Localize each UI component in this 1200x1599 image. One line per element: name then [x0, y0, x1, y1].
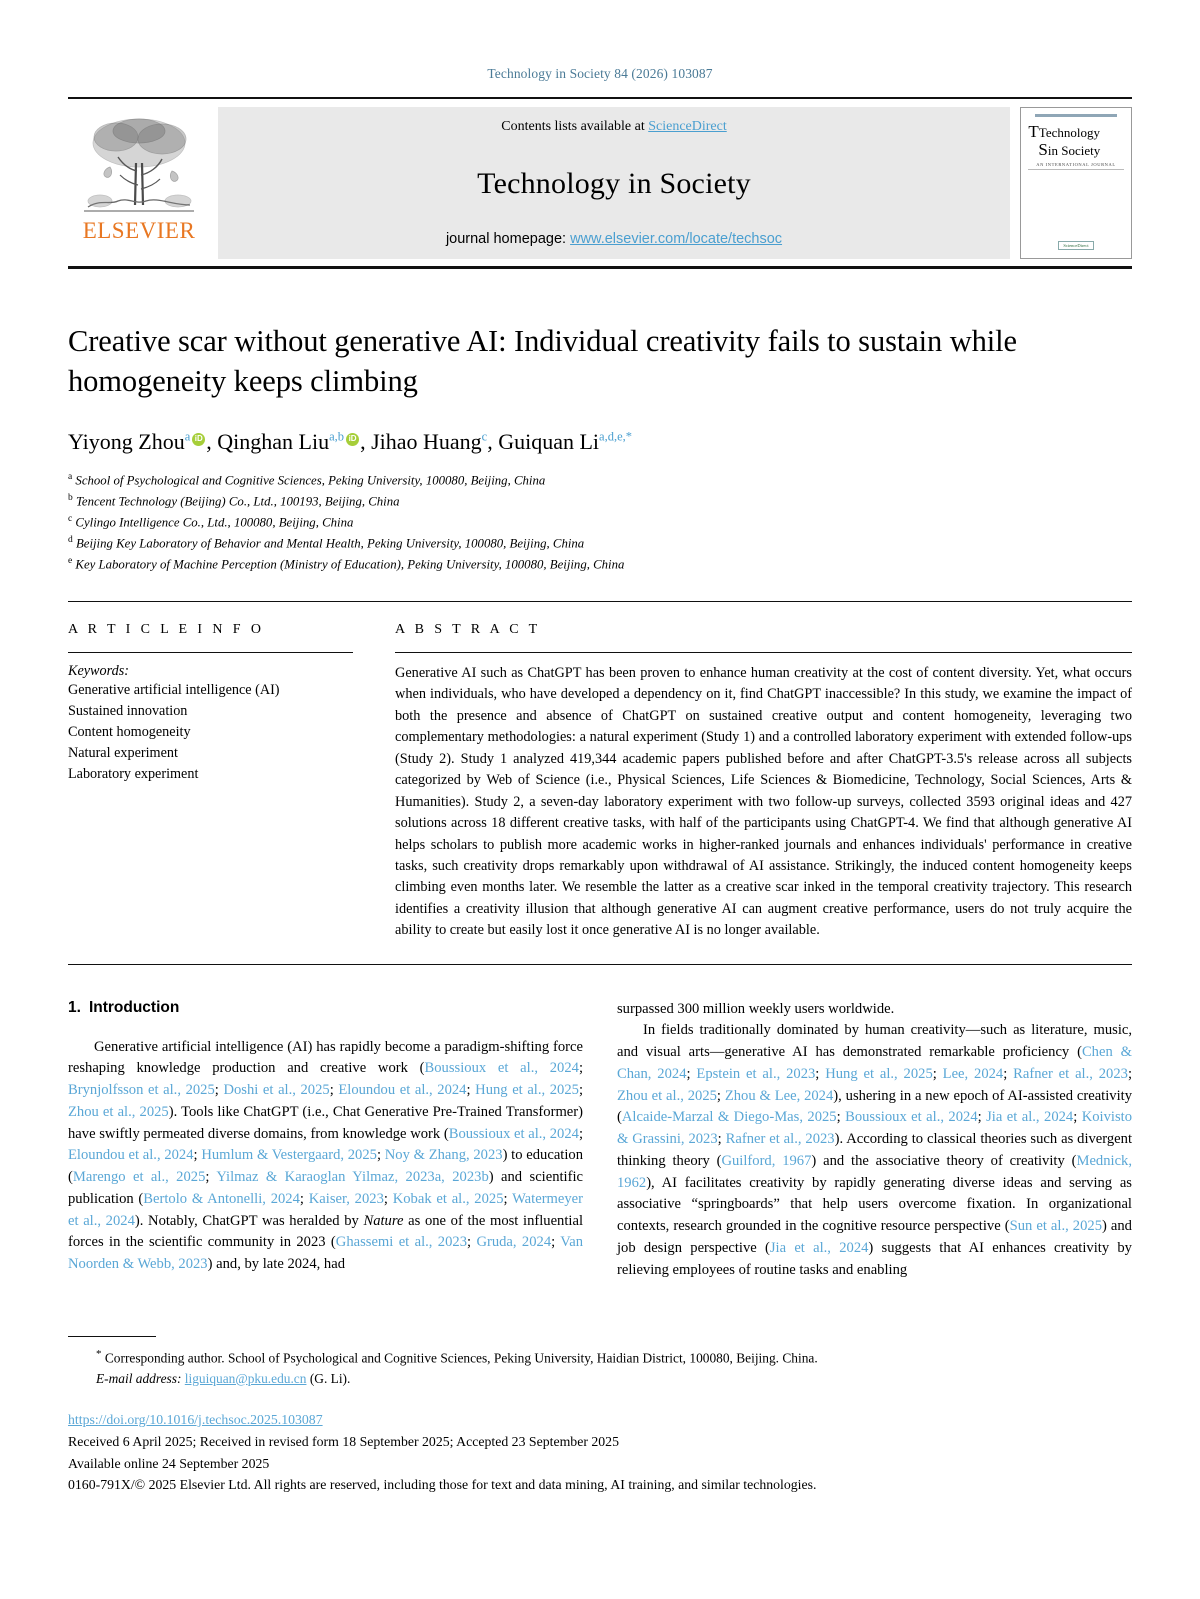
affiliation-item [68, 491, 1132, 512]
article-info-column [68, 622, 353, 942]
affiliation-item [68, 554, 1132, 575]
cover-title: TTechnology Sin Society [1028, 122, 1101, 159]
affiliation-marker: e [68, 556, 73, 567]
author-separator: , [487, 428, 499, 454]
elsevier-logo [68, 107, 210, 259]
cover-footer-line [1021, 229, 1131, 234]
page-title: Creative scar without generative AI: Individual creativity fails to sustain while homogeneity keeps climbing [68, 324, 1017, 399]
affiliation-item [68, 470, 1132, 491]
author-name: Yiyong Zhou [68, 428, 185, 454]
orcid-icon[interactable] [346, 433, 359, 446]
info-abstract-section [68, 601, 1132, 942]
author-separator: , [360, 428, 372, 454]
article-info-divider [68, 652, 353, 653]
journal-homepage-line [218, 231, 1010, 247]
author-entry [498, 429, 632, 454]
abstract-text: Generative AI such as ChatGPT has been proven to enhance human creativity at the cost of content diversity. Yet, what occurs when individuals, who have developed a dependency on it, find ChatGPT inaccessible? In this study, we examine the impact of both the presence and absence of ChatGPT on sustained creative output and content homogeneity, leveraging two complementary methodologies: a natural experiment (Study 1) and a controlled laboratory experiment with extended follow-ups (Study 2). Study 1 analyzed 419,344 academic papers published before and after ChatGPT-3.5's release across all subjects categorized by Web of Science (i.e., Physical Sciences, Life Sciences & Biomedicine, Technology, Social Sciences, Arts & Humanities). Study 2, a seven-day laboratory experiment with two follow-up surveys, collected 3593 original ideas and 427 solutions across 18 different creative tasks, with half of the participants using ChatGPT-4. We find that although generative AI helps scholars to publish more academic works in higher-ranked journals and enhances individuals' performance in creative tasks, such creativity drops remarkably upon withdrawal of AI assistance. Strikingly, the induced content homogeneity keeps climbing even months later. We resemble the latter as a creative scar inked in the temporal creativity trajectory. This research identifies a creativity illusion that although generative AI can augment creative performance, users do not truly acquire the ability to create but easily lost it once generative AI is no longer available. [395, 665, 1132, 939]
sciencedirect-link[interactable]: ScienceDirect [648, 119, 727, 134]
journal-title: Technology in Society [477, 167, 751, 200]
footnote-rule [68, 1336, 156, 1337]
body-column-right [617, 999, 1132, 1282]
doi-link[interactable]: https://doi.org/10.1016/j.techsoc.2025.103087 [68, 1412, 323, 1427]
footnote-corresponding-text: Corresponding author. School of Psychological and Cognitive Sciences, Peking University, Haidian District, 100080, Beijing. China. [104, 1350, 818, 1366]
author-entry [68, 429, 217, 454]
author-name: Qinghan Liu [217, 428, 330, 454]
footnote-email-link[interactable]: liguiquan@pku.edu.cn [184, 1370, 307, 1386]
affiliation-text: Beijing Key Laboratory of Behavior and Mental Health, Peking University, 100080, Beijing, China [75, 536, 585, 551]
author-entry [217, 429, 371, 454]
author-entry [371, 429, 498, 454]
affiliation-marker: b [68, 493, 73, 504]
author-separator: , [206, 428, 218, 454]
footnote-corresponding-line [68, 1346, 1132, 1369]
footnote-email-label: E-mail address: [96, 1370, 182, 1386]
available-online-date: Available online 24 September 2025 [68, 1455, 270, 1471]
keyword-item: Natural experiment [68, 745, 178, 762]
cover-title-line1: Technology [1038, 125, 1100, 140]
journal-homepage-link[interactable]: www.elsevier.com/locate/techsoc [570, 231, 783, 247]
received-dates: Received 6 April 2025; Received in revised form 18 September 2025; Accepted 23 September 2025 [68, 1433, 619, 1449]
keyword-item: Sustained innovation [68, 703, 188, 720]
affiliation-item [68, 512, 1132, 533]
cover-title-line2: in Society [1047, 142, 1101, 158]
author-list [68, 428, 1132, 457]
footnote-email-suffix: (G. Li). [309, 1370, 351, 1386]
affiliation-text: Cylingo Intelligence Co., Ltd., 100080, Beijing, China [75, 515, 354, 530]
affiliation-marker: c [68, 514, 73, 525]
affiliation-text: Tencent Technology (Beijing) Co., Ltd., 100193, Beijing, China [75, 494, 400, 509]
keywords-label: Keywords: [68, 663, 129, 680]
elsevier-tree-icon [80, 113, 198, 217]
author-affil-marker: a,b [329, 429, 345, 444]
body-column-left [68, 999, 583, 1282]
journal-masthead [68, 97, 1132, 269]
affiliation-text: Key Laboratory of Machine Perception (Ministry of Education), Peking University, 100080, Beijing, China [75, 557, 625, 572]
orcid-icon[interactable] [192, 433, 205, 446]
section-title: Introduction [88, 998, 180, 1016]
affiliation-marker: a [68, 472, 73, 483]
keyword-item: Laboratory experiment [68, 766, 199, 783]
intro-paragraph-2: In fields traditionally dominated by human creativity—such as literature, music, and visual arts—generative AI has demonstrated remarkable proficiency (Chen & Chan, 2024; Epstein et al., 2023; Hung et al., 2025; Lee, 2024; Rafner et al., 2023; Zhou et al., 2025; Zhou & Lee, 2024), ushering in a new epoch of AI-assisted creativity (Alcaide-Marzal & Diego-Mas, 2025; Boussioux et al., 2024; Jia et al., 2024; Koivisto & Grassini, 2023; Rafner et al., 2023). According to classical theories such as divergent thinking theory (Guilford, 1967) and the associative theory of creativity (Mednick, 1962), AI facilitates creativity by rapidly generating diverse ideas and serving as associative “springboards” that help users overcome fixation. In organizational contexts, research grounded in the cognitive resource perspective (Sun et al., 2025) and job design perspective (Jia et al., 2024) suggests that AI enhances creativity by relieving employees of routine tasks and enabling [617, 1022, 1132, 1278]
affiliation-marker: d [68, 535, 73, 546]
elsevier-wordmark: ELSEVIER [82, 218, 196, 243]
journal-band [218, 107, 1010, 259]
cover-footer [1021, 229, 1131, 252]
journal-cover-thumbnail [1020, 107, 1132, 259]
abstract-column [395, 622, 1132, 942]
intro-paragraph-1: Generative artificial intelligence (AI) has rapidly become a paradigm-shifting force reshaping knowledge production and creative work (Boussioux et al., 2024; Brynjolfsson et al., 2025; Doshi et al., 2025; Eloundou et al., 2024; Hung et al., 2025; Zhou et al., 2025). Tools like ChatGPT (i.e., Chat Generative Pre-Trained Transformer) have swiftly permeated diverse domains, from knowledge work (Boussioux et al., 2024; Eloundou et al., 2024; Humlum & Vestergaard, 2025; Noy & Zhang, 2023) to education (Marengo et al., 2025; Yilmaz & Karaoglan Yilmaz, 2023a, 2023b) and scientific publication (Bertolo & Antonelli, 2024; Kaiser, 2023; Kobak et al., 2025; Watermeyer et al., 2024). Notably, ChatGPT was heralded by Nature as one of the most influential forces in the scientific community in 2023 (Ghassemi et al., 2023; Gruda, 2024; Van Noorden & Webb, 2023) and, by late 2024, had [68, 1038, 584, 1273]
corresponding-author-footnote [68, 1336, 1132, 1389]
section-number: 1. [68, 998, 81, 1016]
affiliation-text: School of Psychological and Cognitive Sciences, Peking University, 100080, Beijing, China [75, 473, 546, 488]
contents-prefix: Contents lists available at [501, 119, 649, 134]
cover-topbar [1035, 114, 1116, 117]
abstract-divider [395, 652, 1132, 653]
cover-divider [1028, 169, 1125, 170]
abstract-heading: A B S T R A C T [395, 622, 541, 638]
running-head: Technology in Society 84 (2026) 103087 [487, 66, 713, 81]
author-name: Guiquan Li [498, 428, 600, 454]
contents-available-line [218, 119, 1010, 135]
footnote-star-marker: * [96, 1348, 102, 1360]
cover-subtitle: AN INTERNATIONAL JOURNAL [1036, 161, 1116, 167]
body-columns [68, 999, 1132, 1282]
cover-badge: ScienceDirect [1058, 241, 1093, 250]
affiliation-item [68, 533, 1132, 554]
affiliation-list [68, 470, 1132, 575]
author-affil-marker: c [481, 429, 488, 444]
author-affil-marker: a,d,e,* [599, 429, 633, 444]
copyright-line: 0160-791X/© 2025 Elsevier Ltd. All rights are reserved, including those for text and data mining, AI training, and similar technologies. [68, 1477, 817, 1493]
keyword-item: Content homogeneity [68, 724, 191, 741]
footnote-email-line [68, 1369, 1132, 1389]
abstract-bottom-divider [68, 964, 1132, 965]
section-heading-introduction [68, 999, 583, 1017]
publication-info [68, 1409, 1132, 1496]
article-info-heading: A R T I C L E I N F O [68, 622, 265, 638]
intro-paragraph-1-cont: surpassed 300 million weekly users worldwide. [617, 1000, 895, 1017]
author-name: Jihao Huang [371, 428, 482, 454]
keywords-list [68, 680, 353, 785]
homepage-prefix: journal homepage: [445, 231, 571, 247]
author-affil-marker: a [184, 429, 191, 444]
keyword-item: Generative artificial intelligence (AI) [68, 682, 280, 699]
